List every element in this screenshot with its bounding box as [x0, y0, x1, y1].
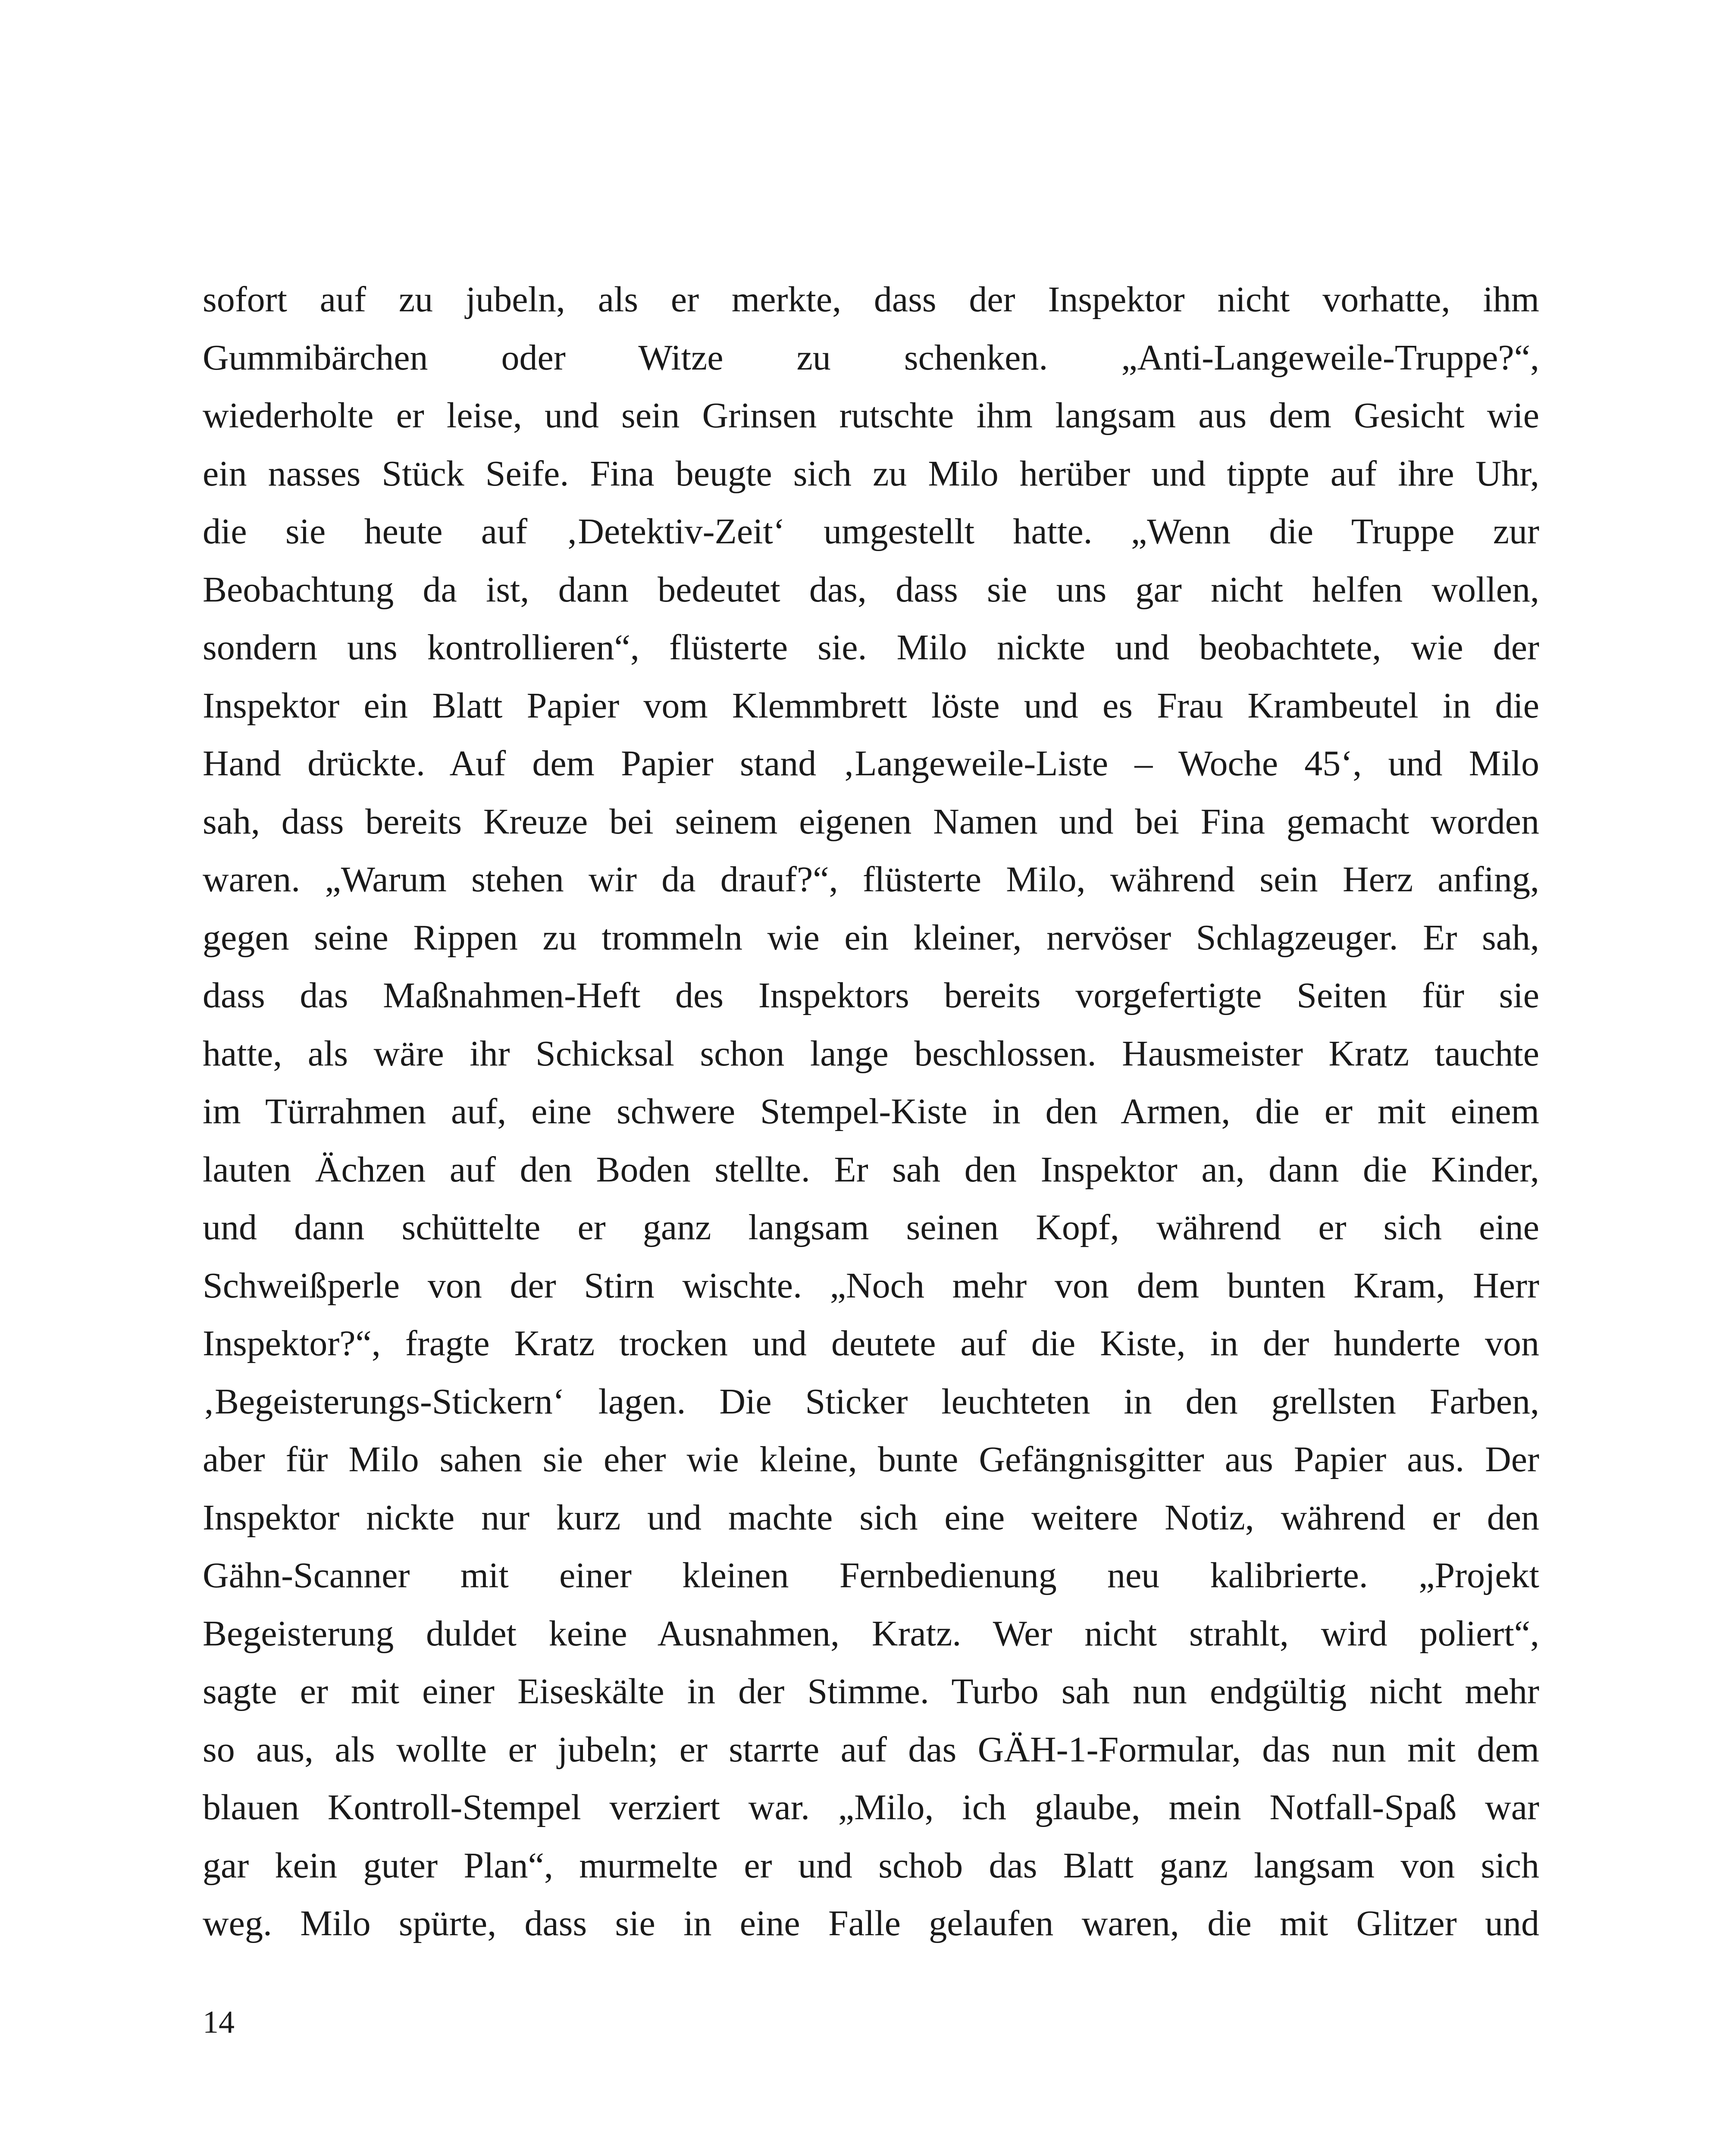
text-line: so aus, als wollte er jubeln; er starrte auf das GÄH-1-Formular, das nun mit dem	[203, 1729, 1539, 1770]
text-line: Inspektor ein Blatt Papier vom Klemmbrett löste und es Frau Krambeutel in die	[203, 685, 1539, 726]
text-line: Inspektor?“, fragte Kratz trocken und deutete auf die Kiste, in der hunderte von	[203, 1323, 1539, 1363]
text-line: Hand drückte. Auf dem Papier stand ‚Langeweile-Liste – Woche 45‘, und Milo	[203, 743, 1539, 783]
text-line: hatte, als wäre ihr Schicksal schon lange beschlossen. Hausmeister Kratz tauchte	[203, 1033, 1539, 1074]
text-line: ‚Begeisterungs-Stickern‘ lagen. Die Sticker leuchteten in den grellsten Farben,	[203, 1381, 1539, 1422]
text-line: und dann schüttelte er ganz langsam seinen Kopf, während er sich eine	[203, 1207, 1539, 1247]
text-line: im Türrahmen auf, eine schwere Stempel-Kiste in den Armen, die er mit einem	[203, 1091, 1539, 1131]
text-line: blauen Kontroll-Stempel verziert war. „Milo, ich glaube, mein Notfall-Spaß war	[203, 1787, 1539, 1827]
body-text	[203, 271, 1539, 1953]
text-line: dass das Maßnahmen-Heft des Inspektors bereits vorgefertigte Seiten für sie	[203, 975, 1539, 1015]
text-line: sagte er mit einer Eiseskälte in der Stimme. Turbo sah nun endgültig nicht mehr	[203, 1671, 1539, 1711]
text-line: sondern uns kontrollieren“, flüsterte sie. Milo nickte und beobachtete, wie der	[203, 627, 1539, 667]
text-line: waren. „Warum stehen wir da drauf?“, flüsterte Milo, während sein Herz anfing,	[203, 859, 1539, 899]
text-line: Gummibärchen oder Witze zu schenken. „Anti-Langeweile-Truppe?“,	[203, 337, 1539, 378]
text-line: sah, dass bereits Kreuze bei seinem eigenen Namen und bei Fina gemacht worden	[203, 801, 1539, 842]
text-line: Beobachtung da ist, dann bedeutet das, dass sie uns gar nicht helfen wollen,	[203, 569, 1539, 610]
text-line: sofort auf zu jubeln, als er merkte, dass der Inspektor nicht vorhatte, ihm	[203, 279, 1539, 320]
text-line: wiederholte er leise, und sein Grinsen rutschte ihm langsam aus dem Gesicht wie	[203, 395, 1539, 436]
text-line: aber für Milo sahen sie eher wie kleine, bunte Gefängnisgitter aus Papier aus. Der	[203, 1439, 1539, 1479]
text-line: Inspektor nickte nur kurz und machte sich eine weitere Notiz, während er den	[203, 1497, 1539, 1538]
text-line: lauten Ächzen auf den Boden stellte. Er sah den Inspektor an, dann die Kinder,	[203, 1149, 1539, 1190]
text-line: weg. Milo spürte, dass sie in eine Falle gelaufen waren, die mit Glitzer und	[203, 1903, 1539, 1943]
text-line: Begeisterung duldet keine Ausnahmen, Kratz. Wer nicht strahlt, wird poliert“,	[203, 1613, 1539, 1654]
text-line: Gähn-Scanner mit einer kleinen Fernbedienung neu kalibrierte. „Projekt	[203, 1555, 1539, 1595]
text-line: gegen seine Rippen zu trommeln wie ein kleiner, nervöser Schlagzeuger. Er sah,	[203, 917, 1539, 958]
text-line: Schweißperle von der Stirn wischte. „Noch mehr von dem bunten Kram, Herr	[203, 1265, 1539, 1306]
text-line: ein nasses Stück Seife. Fina beugte sich zu Milo herüber und tippte auf ihre Uhr,	[203, 453, 1539, 494]
text-line: gar kein guter Plan“, murmelte er und schob das Blatt ganz langsam von sich	[203, 1845, 1539, 1886]
text-line: die sie heute auf ‚Detektiv-Zeit‘ umgestellt hatte. „Wenn die Truppe zur	[203, 511, 1539, 552]
page-number: 14	[203, 2005, 235, 2040]
